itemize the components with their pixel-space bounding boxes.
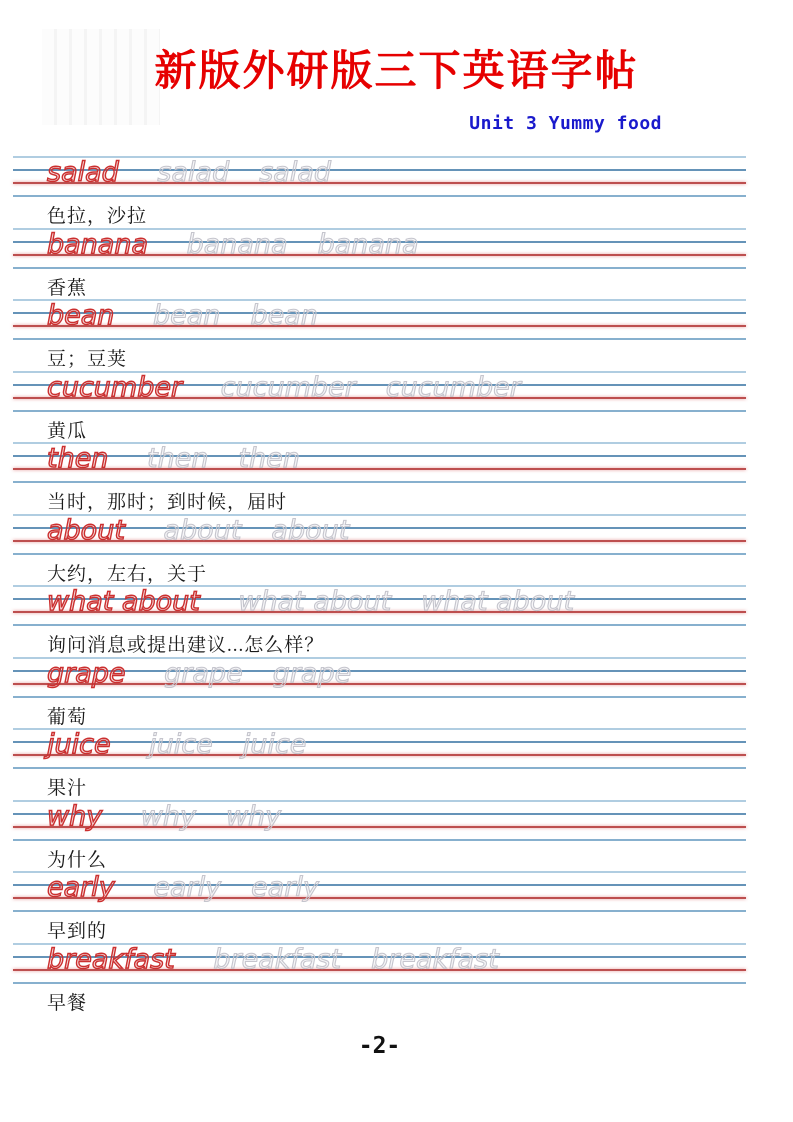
translation-text: 当时，那时；到时候，届时 <box>47 492 288 513</box>
translation-row <box>13 483 746 514</box>
trace-word: breakfast <box>371 943 499 975</box>
practice-word: then <box>47 443 109 474</box>
handwriting-grid <box>13 371 746 412</box>
translation-text: 葡萄 <box>47 706 88 728</box>
trace-word: then <box>238 443 300 474</box>
trace-word: about <box>271 514 350 546</box>
trace-word: early <box>153 872 222 903</box>
translation-text: 黄瓜 <box>47 420 88 442</box>
word-unit <box>13 800 746 872</box>
trace-word: salad <box>157 157 230 188</box>
practice-word: breakfast <box>47 943 175 975</box>
trace-word: juice <box>242 729 307 760</box>
trace-word: then <box>147 443 209 474</box>
word-unit <box>13 371 746 443</box>
trace-word: why <box>225 800 282 832</box>
word-row <box>47 228 449 261</box>
handwriting-grid <box>13 442 746 483</box>
word-row <box>47 442 330 475</box>
practice-word: juice <box>47 729 111 760</box>
practice-word: salad <box>47 157 119 188</box>
handwriting-grid <box>13 228 746 269</box>
translation-text: 询问消息或提出建议...怎么样？ <box>47 635 325 656</box>
word-unit <box>13 299 746 371</box>
trace-word: cucumber <box>220 371 356 403</box>
handwriting-grid <box>13 585 746 626</box>
trace-word: salad <box>259 157 332 188</box>
word-unit <box>13 228 746 300</box>
page-title: 新版外研版三下英语字帖 <box>154 46 639 95</box>
trace-word: banana <box>317 228 419 260</box>
word-unit <box>13 156 746 228</box>
translation-text: 香蕉 <box>47 277 88 299</box>
translation-row <box>13 340 746 371</box>
word-row <box>47 728 336 761</box>
trace-word: why <box>140 800 196 832</box>
practice-word: why <box>47 800 103 832</box>
trace-word: grape <box>164 657 243 689</box>
handwriting-grid <box>13 943 746 984</box>
word-row <box>47 585 604 618</box>
word-unit <box>13 728 746 800</box>
trace-word: what about <box>421 586 575 617</box>
translation-text: 为什么 <box>47 849 108 871</box>
trace-word: bean <box>250 300 318 331</box>
word-row <box>47 800 311 833</box>
translation-row <box>13 912 746 943</box>
word-unit <box>13 514 746 586</box>
translation-row <box>13 555 746 586</box>
practice-word: what about <box>47 586 200 617</box>
handwriting-grid <box>13 871 746 912</box>
handwriting-grid <box>13 156 746 197</box>
handwriting-grid <box>13 299 746 340</box>
unit-subtitle: Unit 3 Yummy food <box>469 113 662 134</box>
word-unit <box>13 585 746 657</box>
trace-word: cucumber <box>385 371 521 403</box>
handwriting-grid <box>13 728 746 769</box>
page-number: -2- <box>358 1033 401 1059</box>
practice-word: early <box>47 872 115 903</box>
word-row <box>47 943 529 976</box>
translation-text: 果汁 <box>47 778 88 799</box>
practice-word: about <box>47 514 125 546</box>
trace-word: banana <box>186 228 288 260</box>
word-row <box>47 371 551 404</box>
translation-row <box>13 841 746 872</box>
translation-row <box>13 197 746 228</box>
translation-text: 早到的 <box>47 921 108 942</box>
practice-table <box>13 156 746 1014</box>
practice-word: banana <box>47 228 148 260</box>
handwriting-grid <box>13 657 746 698</box>
trace-word: bean <box>153 300 221 331</box>
trace-word: early <box>251 872 319 903</box>
translation-text: 早餐 <box>47 992 88 1014</box>
trace-word: about <box>163 514 242 546</box>
handwriting-grid <box>13 800 746 841</box>
trace-word: juice <box>149 729 213 760</box>
translation-text: 大约，左右，关于 <box>47 563 208 585</box>
translation-row <box>13 412 746 443</box>
word-unit <box>13 943 746 1015</box>
word-unit <box>13 657 746 729</box>
translation-text: 色拉，沙拉 <box>47 206 148 227</box>
trace-word: grape <box>272 657 352 689</box>
translation-row <box>13 626 746 657</box>
word-row <box>47 514 379 547</box>
translation-row <box>13 769 746 800</box>
translation-text: 豆；豆荚 <box>47 349 128 370</box>
word-row <box>47 657 381 690</box>
translation-row <box>13 698 746 729</box>
word-unit <box>13 442 746 514</box>
translation-row <box>13 984 746 1015</box>
practice-word: grape <box>47 657 126 689</box>
handwriting-grid <box>13 514 746 555</box>
trace-word: what about <box>238 586 392 617</box>
word-row <box>47 871 349 904</box>
translation-row <box>13 269 746 300</box>
practice-word: bean <box>47 300 115 331</box>
word-row <box>47 156 361 189</box>
word-row <box>47 299 348 332</box>
trace-word: breakfast <box>213 943 342 975</box>
word-unit <box>13 871 746 943</box>
practice-word: cucumber <box>47 371 183 403</box>
